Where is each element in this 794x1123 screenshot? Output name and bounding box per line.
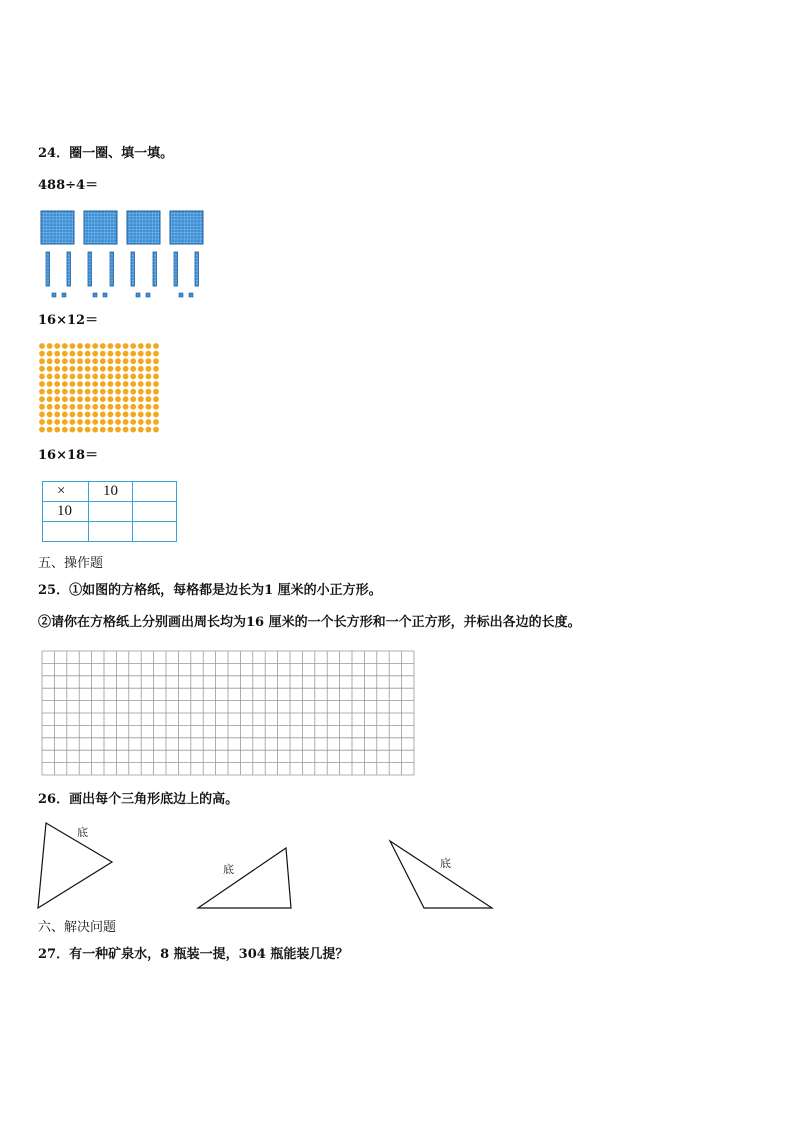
dot (100, 358, 106, 364)
triangle-2 (196, 846, 296, 911)
dot (153, 404, 159, 410)
dot (130, 396, 136, 402)
dot (100, 404, 106, 410)
dot (47, 358, 53, 364)
dot (77, 427, 83, 433)
dot (39, 374, 45, 380)
dot (47, 381, 53, 387)
dot (153, 358, 159, 364)
dot (62, 358, 68, 364)
dot (123, 381, 129, 387)
section-6-title: 六、解决问题 (38, 920, 117, 935)
dot (92, 366, 98, 372)
dot (138, 419, 144, 425)
dot (123, 404, 129, 410)
dot (138, 374, 144, 380)
dot (138, 396, 144, 402)
dot (77, 358, 83, 364)
dot (146, 389, 152, 395)
q26-title: 26．画出每个三角形底边上的高。 (38, 792, 239, 807)
dot (130, 381, 136, 387)
dot (77, 381, 83, 387)
dot (115, 412, 121, 418)
dot (123, 374, 129, 380)
dot (77, 419, 83, 425)
dot (108, 366, 114, 372)
dot (123, 358, 129, 364)
dot (54, 343, 60, 349)
dot (115, 343, 121, 349)
dot (39, 412, 45, 418)
dot (153, 374, 159, 380)
dot (108, 351, 114, 357)
dot (54, 358, 60, 364)
dot (108, 404, 114, 410)
dot (123, 389, 129, 395)
dot (138, 427, 144, 433)
dot (70, 343, 76, 349)
hundred-block (170, 211, 203, 244)
dot (70, 419, 76, 425)
dot (92, 343, 98, 349)
dot (54, 351, 60, 357)
dot (92, 419, 98, 425)
dot (146, 427, 152, 433)
dot (138, 366, 144, 372)
dot (92, 396, 98, 402)
dot (92, 427, 98, 433)
dot (70, 351, 76, 357)
table-cell[interactable] (89, 522, 133, 542)
dot (100, 389, 106, 395)
dot (85, 343, 91, 349)
dot (70, 396, 76, 402)
dot (92, 389, 98, 395)
dot (153, 419, 159, 425)
dot (92, 404, 98, 410)
dot (85, 389, 91, 395)
dot (70, 412, 76, 418)
dot (100, 374, 106, 380)
dot (130, 351, 136, 357)
table-cell[interactable] (89, 502, 133, 522)
dot (100, 381, 106, 387)
dot (77, 412, 83, 418)
dot (85, 412, 91, 418)
dot (54, 389, 60, 395)
dot (47, 412, 53, 418)
dot (100, 427, 106, 433)
dot (115, 389, 121, 395)
dot (146, 358, 152, 364)
q24-title: 24．圈一圈、填一填。 (38, 146, 174, 161)
dot (108, 381, 114, 387)
dot (146, 381, 152, 387)
dot (54, 419, 60, 425)
dot (47, 389, 53, 395)
dot (100, 351, 106, 357)
dot (130, 404, 136, 410)
dot (39, 427, 45, 433)
dot (54, 396, 60, 402)
dot (62, 427, 68, 433)
dot (92, 351, 98, 357)
dot (77, 389, 83, 395)
dot (62, 389, 68, 395)
dot (85, 419, 91, 425)
dot (115, 358, 121, 364)
triangle-1 (36, 820, 116, 910)
dot (62, 396, 68, 402)
q24-equation-2: 16×12＝ (38, 313, 99, 328)
dot (70, 366, 76, 372)
dot (146, 351, 152, 357)
dot (115, 351, 121, 357)
base-label: 底 (440, 857, 451, 870)
dot (77, 351, 83, 357)
dot (108, 374, 114, 380)
dot (115, 396, 121, 402)
dot (153, 396, 159, 402)
dot (138, 343, 144, 349)
dot (62, 366, 68, 372)
square-grid-paper[interactable] (41, 650, 417, 772)
dot (138, 351, 144, 357)
dot (115, 404, 121, 410)
dot (130, 366, 136, 372)
q25-line-2: ②请你在方格纸上分别画出周长均为16 厘米的一个长方形和一个正方形，并标出各边的长度。 (38, 615, 581, 630)
dot (85, 351, 91, 357)
dot (146, 396, 152, 402)
multiplication-table (42, 481, 177, 542)
dot (39, 396, 45, 402)
dot (130, 389, 136, 395)
dot (54, 404, 60, 410)
dot (47, 419, 53, 425)
dot (146, 366, 152, 372)
dot (92, 381, 98, 387)
dot (47, 427, 53, 433)
dot (130, 419, 136, 425)
dot (153, 366, 159, 372)
dot (70, 389, 76, 395)
dot (62, 343, 68, 349)
dot (123, 366, 129, 372)
dot (77, 396, 83, 402)
hundred-block (41, 211, 74, 244)
dot (92, 358, 98, 364)
dot (47, 404, 53, 410)
dot (70, 404, 76, 410)
dot (85, 358, 91, 364)
dot (138, 412, 144, 418)
dot (130, 374, 136, 380)
dot (100, 412, 106, 418)
dot (39, 366, 45, 372)
dot (146, 374, 152, 380)
dot (77, 366, 83, 372)
dot (85, 381, 91, 387)
dot (138, 381, 144, 387)
dot (85, 396, 91, 402)
q27-text: 27．有一种矿泉水，8 瓶装一提，304 瓶能装几提？ (38, 947, 349, 962)
dot (85, 404, 91, 410)
dot (62, 374, 68, 380)
dot (146, 343, 152, 349)
dot (123, 412, 129, 418)
dot (138, 389, 144, 395)
dot (130, 358, 136, 364)
dot (70, 358, 76, 364)
table-cell[interactable]: × (43, 482, 89, 502)
dot (62, 412, 68, 418)
table-cell[interactable] (133, 482, 177, 502)
dot (54, 381, 60, 387)
dot (123, 351, 129, 357)
dot (47, 366, 53, 372)
dot (39, 389, 45, 395)
triangle-3 (388, 838, 498, 913)
dot (70, 427, 76, 433)
dot (138, 404, 144, 410)
dot-array (38, 342, 163, 442)
table-cell[interactable]: 10 (89, 482, 133, 502)
dot (92, 374, 98, 380)
table-cell[interactable] (133, 522, 177, 542)
dot (115, 427, 121, 433)
table-cell[interactable] (43, 522, 89, 542)
dot (146, 404, 152, 410)
dot (153, 343, 159, 349)
section-5-title: 五、操作题 (38, 556, 104, 571)
dot (85, 427, 91, 433)
base-ten-blocks (40, 210, 210, 305)
dot (39, 381, 45, 387)
dot (130, 343, 136, 349)
dot (62, 419, 68, 425)
one-cubes (52, 293, 193, 297)
dot (100, 366, 106, 372)
dot (115, 419, 121, 425)
dot (108, 396, 114, 402)
q24-equation-1: 488÷4＝ (38, 178, 99, 193)
dot (39, 358, 45, 364)
table-cell[interactable] (133, 502, 177, 522)
dot (100, 396, 106, 402)
dot (146, 412, 152, 418)
dot (123, 396, 129, 402)
base-label: 底 (77, 826, 88, 839)
dot (54, 374, 60, 380)
dot (108, 412, 114, 418)
dot (70, 374, 76, 380)
dot (47, 374, 53, 380)
dot (108, 389, 114, 395)
dot (92, 412, 98, 418)
dot (77, 343, 83, 349)
dot (70, 381, 76, 387)
dot (39, 419, 45, 425)
dot (123, 427, 129, 433)
dot (130, 427, 136, 433)
dot (62, 351, 68, 357)
dot (153, 427, 159, 433)
dot (115, 381, 121, 387)
dot (123, 419, 129, 425)
dot (146, 419, 152, 425)
q25-line-1: 25．①如图的方格纸，每格都是边长为1 厘米的小正方形。 (38, 583, 382, 598)
dot (115, 374, 121, 380)
dot (85, 374, 91, 380)
dot (77, 374, 83, 380)
dot (47, 351, 53, 357)
base-label: 底 (223, 863, 234, 876)
dot (85, 366, 91, 372)
dot (54, 366, 60, 372)
dot (130, 412, 136, 418)
dot (138, 358, 144, 364)
dot (123, 343, 129, 349)
dot (153, 412, 159, 418)
dot (108, 358, 114, 364)
dot (115, 366, 121, 372)
dot (153, 389, 159, 395)
dot (62, 381, 68, 387)
dot (54, 427, 60, 433)
ten-rods (46, 252, 199, 286)
dot (153, 351, 159, 357)
hundred-block (127, 211, 160, 244)
dot (39, 343, 45, 349)
table-cell[interactable]: 10 (43, 502, 89, 522)
dot (39, 351, 45, 357)
dot (108, 343, 114, 349)
q24-equation-3: 16×18＝ (38, 448, 99, 463)
dot (47, 343, 53, 349)
hundred-block (84, 211, 117, 244)
dot (153, 381, 159, 387)
dot (100, 343, 106, 349)
dot (39, 404, 45, 410)
dot (108, 427, 114, 433)
dot (62, 404, 68, 410)
dot (108, 419, 114, 425)
dot (77, 404, 83, 410)
dot (54, 412, 60, 418)
dot (100, 419, 106, 425)
dot (47, 396, 53, 402)
